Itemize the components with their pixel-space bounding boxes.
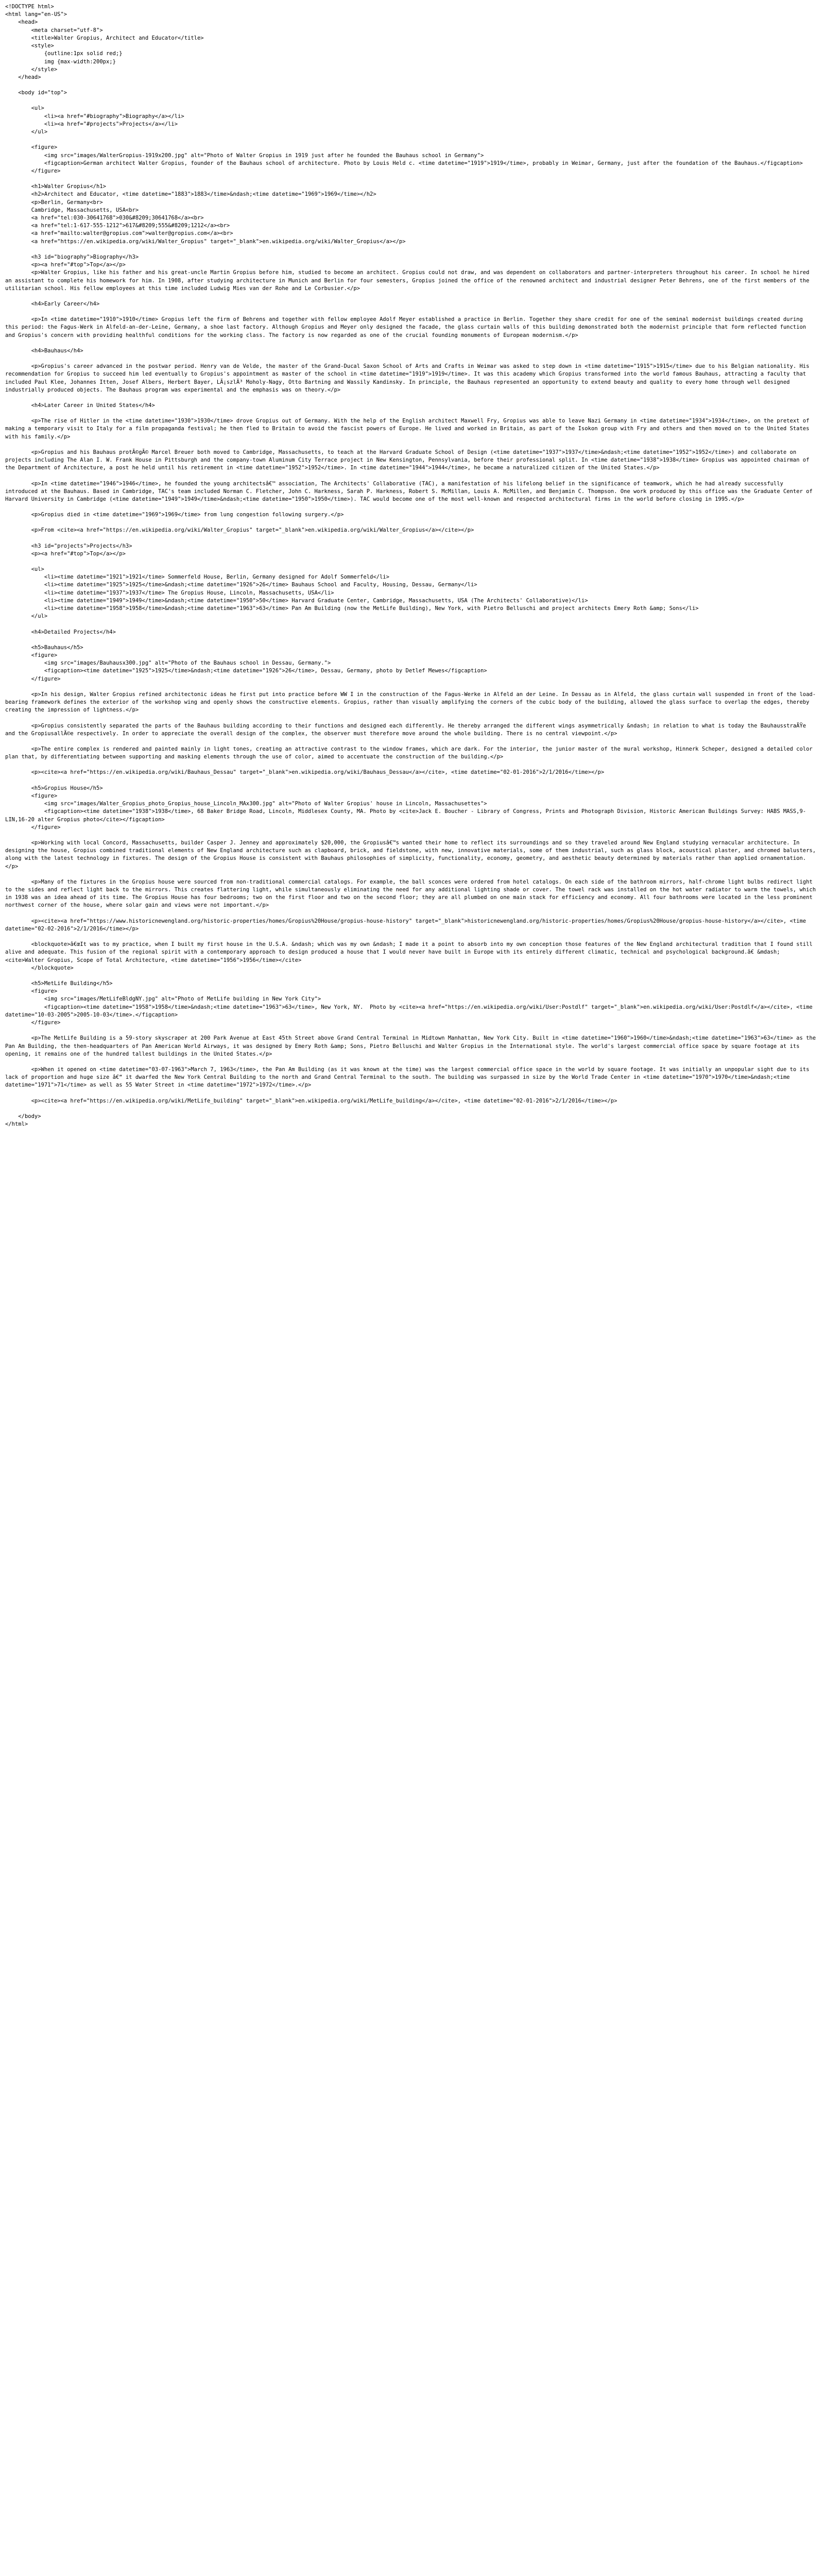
code-line: </body> <box>5 1113 41 1120</box>
source-code-view <box>0 0 824 1139</box>
code-line: <a href="https://en.wikipedia.org/wiki/Walter_Gropius" target="_blank">en.wikipedia.org/wiki/Walter_Gropius</a></p> <box>5 238 406 245</box>
code-line: <img src="images/Walter_Gropius_photo_Gropius_house_Lincoln_MAx300.jpg" alt="Photo of Walter Gropius' house in Lincoln, Massachusettes"> <box>5 801 487 807</box>
code-line: <li><time datetime="1921">1921</time> Sommerfeld House, Berlin, Germany designed for Adolf Sommerfeld</li> <box>5 574 389 581</box>
blank-line <box>5 636 819 644</box>
blank-line <box>5 472 819 480</box>
code-line: <li><time datetime="1937">1937</time> The Gropius House, Lincoln, Massachusetts, USA</li> <box>5 589 334 596</box>
code-line: <p>Walter Gropius, like his father and his great-uncle Martin Gropius before him, studied to become an architect. Gropius could not draw, and was dependent on collaborators and partner-interpreters throughout his career. In school he hired an assistant to complete his homework for him. In 1908, after studying architecture in Munich and Berlin for four semesters, Gropius joined the office of the renowned architect and industrial designer Peter Behrens, one of the first members of the utilitarian school. His fellow employees at this time included Ludwig Mies van der Rohe and Le Corbusier.</p> <box>5 269 813 292</box>
code-line: <figure> <box>5 652 58 658</box>
code-line: <head> <box>5 19 38 26</box>
code-line: <ul> <box>5 566 44 573</box>
blank-line <box>5 683 819 691</box>
code-line: <li><time datetime="1949">1949</time>&ndash;<time datetime="1950">50</time> Harvard Graduate Center, Cambridge, Massachusetts, USA (The Architects' Collaborative)</li> <box>5 597 588 604</box>
blank-line <box>5 355 819 363</box>
code-line: <p>Working with local Concord, Massachusetts, builder Casper J. Jenney and approximately $20,000, the Gropiusâ€™s wanted their home to reflect its surroundings and so they traveled around New England studying vernacular architecture. In designing the house, Gropius combined traditional elements of New England architecture such as clapboard, brick, and fieldstone, with new, innovative materials, some of them industrial, such as glass block, acoustical plaster, and chromed balusters, along with the latest technology in fixtures. The design of the Gropius House is consistent with Bauhaus philosophies of simplicity, functionality, economy, geometry, and aesthetic beauty determined by materials rather than applied ornamentation.</p> <box>5 839 819 870</box>
code-line: <a href="mailto:walter@gropius.com">walter@gropius.com</a><br> <box>5 230 233 237</box>
code-line: <p>When it opened on <time datetime="03-07-1963">March 7, 1963</time>, the Pan Am Building (as it was known at the time) was the largest commercial office space in the world by square footage. It was initially an unpopular sight due to its lack of proportion and huge size â€“ it dwarfed the New York Central Building to the north and Grand Central Terminal to the south. The building was surpassed in size by the World Trade Center in <time datetime="1970">1970</time>&ndash;<time datetime="1971">71</time> as well as 55 Water Street in <time datetime="1972">1972</time>.</p> <box>5 1066 813 1089</box>
code-line: <h5>MetLife Building</h5> <box>5 980 113 987</box>
code-line: <p><cite><a href="https://en.wikipedia.org/wiki/MetLife_building" target="_blank">en.wikipedia.org/wiki/MetLife_building</a></cite>, <time datetime="02-01-2016">2/1/2016</time></p> <box>5 1097 617 1104</box>
code-line: </ul> <box>5 613 48 620</box>
code-line: </style> <box>5 66 58 73</box>
code-line: <figure> <box>5 792 58 799</box>
code-line: <p>Gropius died in <time datetime="1969">1969</time> from lung congestion following surgery.</p> <box>5 512 344 518</box>
blank-line <box>5 761 819 769</box>
blank-line <box>5 871 819 878</box>
blank-line <box>5 97 819 105</box>
code-line: </head> <box>5 74 41 80</box>
code-line: <p>Many of the fixtures in the Gropius house were sourced from non-traditional commercial catalogs. For example, the ball sconces were ordered from hotel catalogs. On each side of the bathroom mirrors, half-chrome light bulbs redirect light to the sides and reflect light back to the mirrors. This creates flattering light, while simultaneously eliminating the need for any additional lighting shade or cover. The towel rack was installed on the hot water radiator to warm the towels, which in 1938 was an idea ahead of its time. The Gropius House has four bedrooms; two on the first floor and two on the second floor; they are all plumbed on one main stack for efficiency and economy. All four bathrooms were located in the less prominent northwest corner of the house, where solar gain and views were not important.</p> <box>5 878 819 909</box>
blank-line <box>5 933 819 941</box>
code-line: <p><cite><a href="https://www.historicnewengland.org/historic-properties/homes/Gropius%20House/gropius-house-history" target="_blank">historicnewengland.org/historic-properties/homes/Gropius%20House/gropius-house-history</a></cite>, <time datetime="02-02-2016">2/1/2016</time></p> <box>5 918 810 932</box>
code-line: Cambridge, Massachusetts, USA<br> <box>5 207 139 213</box>
code-line: <h4>Later Career in United States</h4> <box>5 402 155 409</box>
blank-line <box>5 410 819 417</box>
blank-line <box>5 293 819 300</box>
code-line: <html lang="en-US"> <box>5 11 67 18</box>
blank-line <box>5 777 819 785</box>
blank-line <box>5 621 819 629</box>
code-line: <p>The rise of Hitler in the <time datetime="1930">1930</time> drove Gropius out of Germany. With the help of the English architect Maxwell Fry, Gropius was able to leave Nazi Germany in <time datetime="1934">1934</time>, on the pretext of making a temporary visit to Italy for a film propaganda festival; he then fled to Britain to avoid the fascist powers of Europe. He lived and worked in Britain, as part of the Isokon group with Fry and others and then moved on to the United States with his family.</p> <box>5 418 813 440</box>
code-line: <p>Gropius's career advanced in the postwar period. Henry van de Velde, the master of the Grand-Ducal Saxon School of Arts and Crafts in Weimar was asked to step down in <time datetime="1915">1915</time> due to his Belgian nationality. His recommendation for Gropius to succeed him led eventually to Gropius's appointment as master of the school in <time datetime="1919">1919</time>. It was this academy which Gropius transformed into the world famous Bauhaus, attracting a faculty that included Paul Klee, Johannes Itten, Josef Albers, Herbert Bayer, LÃ¡szlÃ³ Moholy-Nagy, Otto Bartning and Wassily Kandinsky. In principle, the Bauhaus represented an opportunity to extend beauty and quality to every home through well designed industrially produced objects. The Bauhaus program was experimental and the emphasis was on theory.</p> <box>5 363 813 393</box>
code-line: <p>In <time datetime="1946">1946</time>, he founded the young architectsâ€™ association, The Architects' Collaborative (TAC), a manifestation of his lifelong belief in the significance of teamwork, which he had already successfully introduced at the Bauhaus. Based in Cambridge, TAC's team included Norman C. Fletcher, John C. Harkness, Sarah P. Harkness, Robert S. McMillan, Louis A. McMillen, and Benjamin C. Thompson. One work produced by this office was the Graduate Center of Harvard University in Cambridge (<time datetime="1949">1949</time>&ndash;<time datetime="1950">1950</time>). TAC would become one of the most well-known and respected architectural firms in the world before closing in 1995.</p> <box>5 480 816 502</box>
blank-line <box>5 136 819 144</box>
blank-line <box>5 441 819 449</box>
code-line: <p>The entire complex is rendered and painted mainly in light tones, creating an attractive contrast to the window frames, which are dark. For the interior, the junior master of the mural workshop, Hinnerk Scheper, designed a detailed color plan that, by differentiating between supporting and masking elements through the use of color, aimed to accentuate the construction of the building.</p> <box>5 745 816 760</box>
code-line: <p>In <time datetime="1910">1910</time> Gropius left the firm of Behrens and together with fellow employee Adolf Meyer established a practice in Berlin. Together they share credit for one of the seminal modernist buildings created during this period: the Fagus-Werk in Alfeld-an-der-Leine, Germany, a shoe last factory. Although Gropius and Meyer only designed the facade, the glass curtain walls of this building demonstrated both the modernist principle that form reflected function and Gropius's concern with providing healthful conditions for the working class. The factory is now regarded as one of the crucial founding monuments of European modernism.</p> <box>5 316 810 338</box>
code-line: <li><time datetime="1925">1925</time>&ndash;<time datetime="1926">26</time> Bauhaus School and Faculty, Housing, Dessau, Germany</li> <box>5 582 477 588</box>
code-line: <meta charset="utf-8"> <box>5 27 103 33</box>
code-line: <h4>Early Career</h4> <box>5 301 100 307</box>
code-line: <h3 id="projects">Projects</h3> <box>5 543 132 549</box>
code-line: <img src="images/WalterGropius-1919x200.jpg" alt="Photo of Walter Gropius in 1919 just after he founded the Bauhaus school in Germany"> <box>5 152 484 159</box>
code-line: <figure> <box>5 988 58 995</box>
code-line: {outline:1px solid red;} <box>5 50 123 57</box>
blank-line <box>5 558 819 566</box>
blank-line <box>5 1058 819 1066</box>
code-line: </figure> <box>5 1020 61 1026</box>
code-line: <ul> <box>5 105 44 112</box>
blank-line <box>5 503 819 511</box>
code-line: </figure> <box>5 824 61 831</box>
blank-line <box>5 1105 819 1113</box>
code-line: <blockquote>â€œIt was to my practice, when I built my first house in the U.S.A. &ndash; which was my own &ndash; I made it a point to absorb into my own conception those features of the New England architectural tradition that I found still alive and adequate. This fusion of the regional spirit with a contemporary approach to design produced a house that I would never have built in Europe with its entirely different climatic, technical and psychological background.â€ &mdash; <cite>Walter Gropius, Scope of Total Architecture, <time datetime="1956">1956</time></cite> <box>5 941 816 963</box>
blank-line <box>5 394 819 402</box>
code-line: <li><time datetime="1958">1958</time>&ndash;<time datetime="1963">63</time> Pan Am Building (now the MetLife Building), New York, with Pietro Belluschi and project architects Emery Roth &amp; Sons</li> <box>5 605 699 612</box>
code-line: <h1>Walter Gropius</h1> <box>5 183 106 190</box>
code-line: </figure> <box>5 167 61 174</box>
code-line: <img src="images/Bauhausx300.jpg" alt="Photo of the Bauhaus school in Dessau, Germany."> <box>5 660 331 667</box>
code-line: <a href="tel:1-617-555-1212">617&#8209;555&#8209;1212</a><br> <box>5 223 230 229</box>
code-line: <style> <box>5 43 54 49</box>
blank-line <box>5 715 819 722</box>
code-line: <figcaption><time datetime="1938">1938</time>, 68 Baker Bridge Road, Lincoln, Middlesex County, MA. Photo by <cite>Jack E. Boucher - Library of Congress, Prints and Photograph Division, Historic American Buildings Survey: HABS MASS,9-LIN,16-20 alter Gropius photo</cite></figcaption> <box>5 808 806 823</box>
code-line: <!DOCTYPE html> <box>5 4 54 10</box>
code-line: <h4>Detailed Projects</h4> <box>5 629 116 635</box>
blank-line <box>5 340 819 347</box>
blank-line <box>5 1027 819 1035</box>
blank-line <box>5 535 819 543</box>
code-line: <body id="top"> <box>5 90 67 96</box>
blank-line <box>5 972 819 980</box>
code-line: <p>In his design, Walter Gropius refined architectonic ideas he first put into practice before WW I in the construction of the Fagus-Werke in Alfeld an der Leine. In Dessau as in Alfeld, the glass curtain wall suspended in front of the load-bearing framework defines the exterior of the workshop wing and openly shows the constructive elements. Gropius, rather than visually amplifying the corners of the cubic body of the building, allowed the glass surface to overlap the edges, thereby creating the impression of lightness.</p> <box>5 691 816 714</box>
code-line: <li><a href="#projects">Projects</a></li> <box>5 121 178 127</box>
code-line: </ul> <box>5 129 48 135</box>
code-line: <h4>Bauhaus</h4> <box>5 347 83 354</box>
blank-line <box>5 308 819 316</box>
code-line: <li><a href="#biography">Biography</a></li> <box>5 113 184 120</box>
code-line: <figcaption><time datetime="1925">1925</time>&ndash;<time datetime="1926">26</time>, Dessau, Germany, photo by Detlef Mewes</figcaption> <box>5 668 487 674</box>
code-line: <img src="images/MetLifeBldgNY.jpg" alt="Photo of MetLife building in New York City"> <box>5 996 321 1003</box>
code-line: <h2>Architect and Educator, <time datetime="1883">1883</time>&ndash;<time datetime="1969">1969</time></h2> <box>5 191 376 198</box>
code-line: <p><a href="#top">Top</a></p> <box>5 262 126 268</box>
code-line: <figure> <box>5 144 58 151</box>
code-line: </html> <box>5 1121 28 1128</box>
code-line: <a href="tel:030-30641768">030&#8209;30641768</a><br> <box>5 215 204 222</box>
blank-line <box>5 832 819 839</box>
blank-line <box>5 175 819 183</box>
code-line: <p><a href="#top">Top</a></p> <box>5 550 126 557</box>
code-line: <p>Gropius consistently separated the parts of the Bauhaus building according to their functions and designed each differently. He thereby arranged the different wings asymmetrically &ndash; in relation to what is today the BauhausstraÃŸe and the GropiusallÃ©e respectively. In order to appreciate the overall design of the complex, the observer must therefore move around the whole building. There is no central viewpoint.</p> <box>5 722 810 737</box>
code-line: </blockquote> <box>5 964 74 971</box>
code-line: <p>Gropius and his Bauhaus protÃ©gÃ© Marcel Breuer both moved to Cambridge, Massachusetts, to teach at the Harvard Graduate School of Design (<time datetime="1937">1937</time>&ndash;<time datetime="1952">1952</time>) and collaborate on projects including The Alan I. W. Frank House in Pittsburgh and the company-town Aluminum City Terrace project in New Kensington, Pennsylvania, before their professional split. In <time datetime="1938">1938</time> Gropius was appointed chairman of the Department of Architecture, a post he held until his retirement in <time datetime="1952">1952</time>. In <time datetime="1944">1944</time>, he became a naturalized citizen of the United States.</p> <box>5 449 813 471</box>
code-line: <figcaption>German architect Walter Gropius, founder of the Bauhaus school of architecture. Photo by Louis Held c. <time datetime="1919">1919</time>, probably in Weimar, Germany, just after the foundation of the Bauhaus.</figcaption> <box>5 160 803 166</box>
code-line: <p>Berlin, Germany<br> <box>5 199 103 206</box>
code-line: <p>The MetLife Building is a 59-story skyscraper at 200 Park Avenue at East 45th Street above Grand Central Terminal in Midtown Manhattan, New York City. Built in <time datetime="1960">1960</time>&ndash;<time datetime="1963">63</time> as the Pan Am Building, the then-headquarters of Pan American World Airways, it was designed by Emery Roth &amp; Sons, Pietro Belluschi and Walter Gropius in the International style. The world's largest commercial office space by square footage at its opening, it remains one of the hundred tallest buildings in the United States.</p> <box>5 1035 819 1057</box>
blank-line <box>5 246 819 253</box>
code-line: <title>Walter Gropius, Architect and Educator</title> <box>5 35 204 41</box>
blank-line <box>5 738 819 745</box>
blank-line <box>5 910 819 918</box>
code-line: <p><cite><a href="https://en.wikipedia.org/wiki/Bauhaus_Dessau" target="_blank">en.wikipedia.org/wiki/Bauhaus_Dessau</a></cite>, <time datetime="02-01-2016">2/1/2016</time></p> <box>5 769 605 776</box>
code-line: </figure> <box>5 675 61 682</box>
blank-line <box>5 519 819 527</box>
code-line: <p>From <cite><a href="https://en.wikipedia.org/wiki/Walter_Gropius" target="_blank">en.wikipedia.org/wiki/Walter_Gropius</a></cite></p> <box>5 527 474 534</box>
code-line: <h5>Gropius House</h5> <box>5 785 103 791</box>
blank-line <box>5 1090 819 1097</box>
code-line: <h5>Bauhaus</h5> <box>5 644 83 651</box>
code-line: <figcaption><time datetime="1958">1958</time>&ndash;<time datetime="1963">63</time>, New York, NY. Photo by <cite><a href="https://en.wikipedia.org/wiki/User:Postdlf" target="_blank">en.wikipedia.org/wiki/User:Postdlf</a></cite>, <time datetime="10-03-2005">2005-10-03</time>.</figcaption> <box>5 1004 816 1018</box>
blank-line <box>5 81 819 89</box>
code-line: img {max-width:200px;} <box>5 58 116 65</box>
code-line: <h3 id="biography">Biography</h3> <box>5 253 139 260</box>
